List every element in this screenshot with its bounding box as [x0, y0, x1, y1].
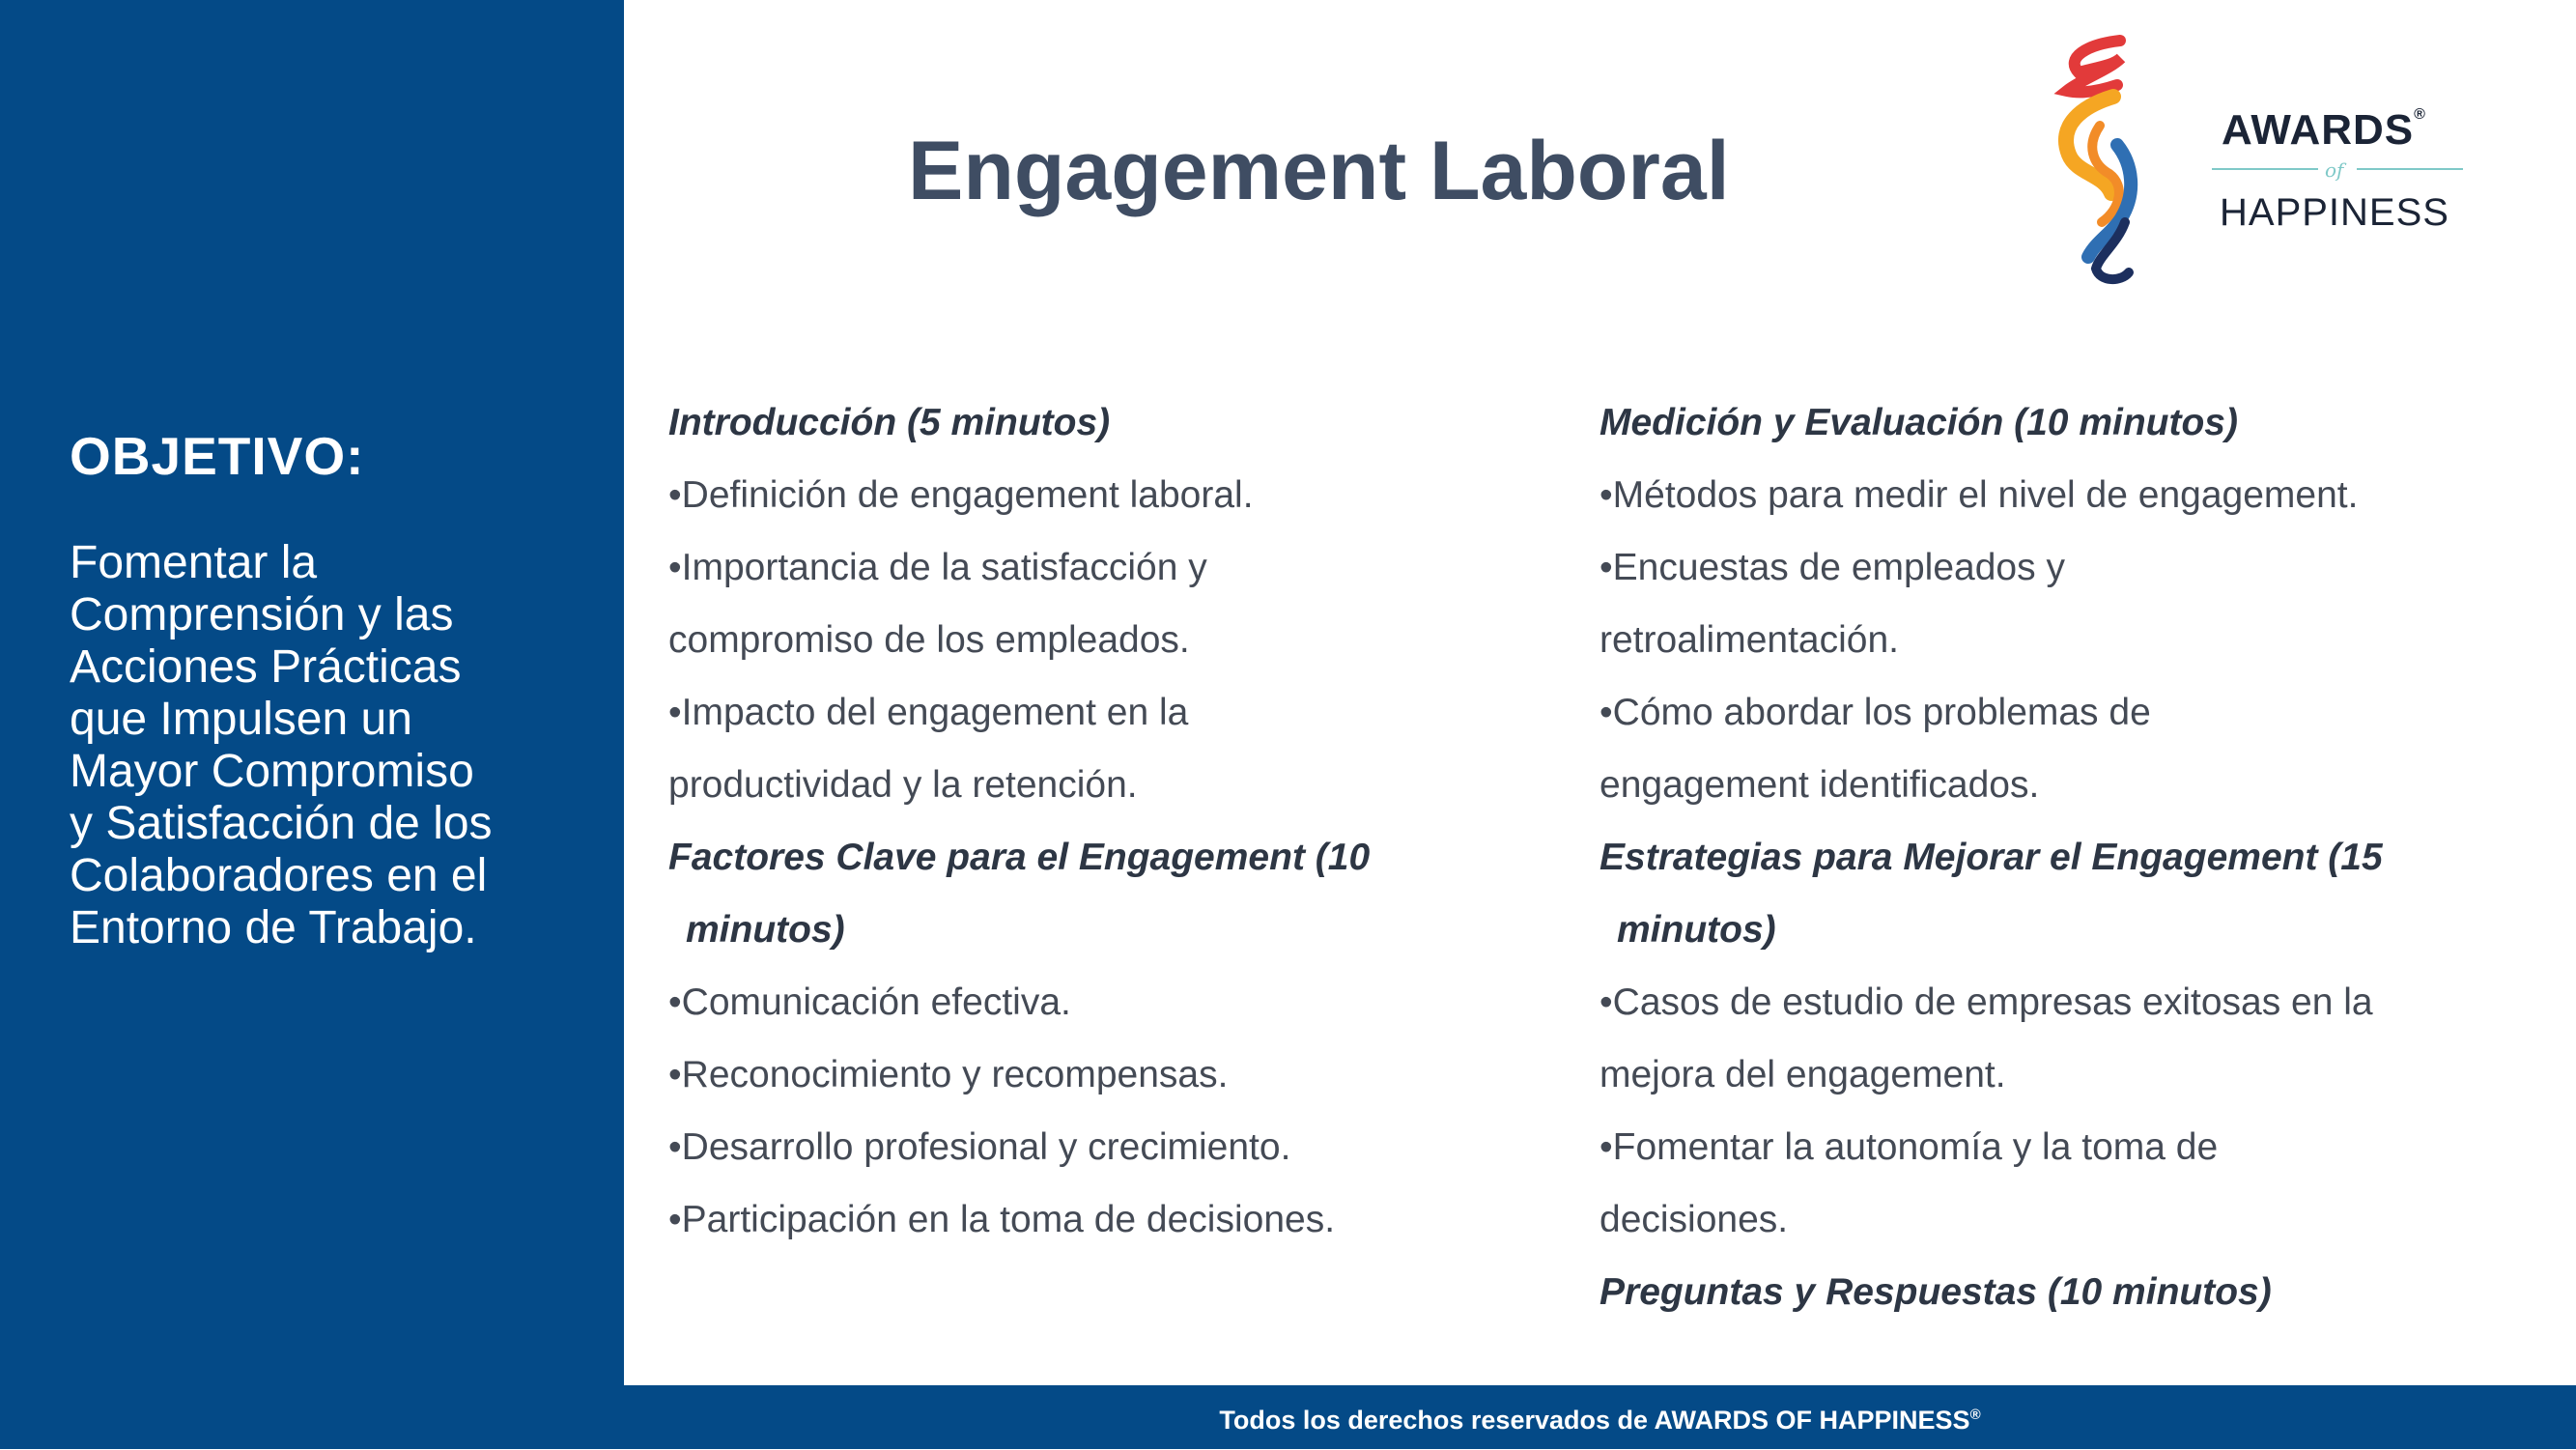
bullet-item: productividad y la retención.: [668, 764, 1138, 806]
objective-heading: OBJETIVO:: [70, 426, 365, 486]
section-heading: minutos): [1617, 909, 1776, 951]
objective-line: Fomentar la: [70, 537, 318, 588]
bullet-item: •Impacto del engagement en la: [668, 692, 1189, 733]
bullet-item: •Desarrollo profesional y crecimiento.: [668, 1126, 1291, 1168]
bullet-item: •Reconocimiento y recompensas.: [668, 1054, 1229, 1095]
agenda-column-right: [1599, 386, 2546, 1328]
page-title: Engagement Laboral: [908, 125, 1730, 217]
awards-of-happiness-logo: [2028, 29, 2482, 290]
objective-line: Mayor Compromiso: [70, 746, 474, 797]
bullet-item: •Importancia de la satisfacción y: [668, 547, 1207, 588]
section-heading: Estrategias para Mejorar el Engagement (15: [1599, 837, 2383, 878]
logo-awards-text: AWARDS®: [2222, 106, 2426, 154]
footer-text: Todos los derechos reservados de AWARDS OF HAPPINESS: [1219, 1406, 1970, 1435]
bullet-item: •Métodos para medir el nivel de engagement.: [1599, 474, 2359, 516]
flame-logo-icon: [2028, 29, 2173, 290]
objective-panel: [0, 0, 624, 1449]
bullet-item: mejora del engagement.: [1599, 1054, 2006, 1095]
bullet-item: •Casos de estudio de empresas exitosas en la: [1599, 981, 2373, 1023]
section-heading: Medición y Evaluación (10 minutos): [1599, 402, 2238, 443]
logo-divider: [2212, 168, 2318, 170]
bullet-item: •Comunicación efectiva.: [668, 981, 1071, 1023]
logo-divider: [2357, 168, 2463, 170]
objective-line: Comprensión y las: [70, 589, 454, 640]
objective-line: Acciones Prácticas: [70, 641, 462, 693]
bullet-item: decisiones.: [1599, 1199, 1789, 1240]
objective-text: [70, 537, 610, 954]
objective-line: que Impulsen un: [70, 694, 412, 745]
footer-registered: ®: [1969, 1407, 1981, 1423]
objective-line: y Satisfacción de los: [70, 798, 493, 849]
footer-copyright: [624, 1385, 2576, 1449]
section-heading: minutos): [686, 909, 845, 951]
section-heading: Factores Clave para el Engagement (10: [668, 837, 1371, 878]
bullet-item: •Fomentar la autonomía y la toma de: [1599, 1126, 2219, 1168]
bullet-item: engagement identificados.: [1599, 764, 2040, 806]
logo-happiness-text: HAPPINESS: [2220, 191, 2449, 234]
section-heading: Introducción (5 minutos): [668, 402, 1111, 443]
bullet-item: •Definición de engagement laboral.: [668, 474, 1254, 516]
section-heading: Preguntas y Respuestas (10 minutos): [1599, 1271, 2272, 1313]
bullet-item: retroalimentación.: [1599, 619, 1899, 661]
objective-line: Entorno de Trabajo.: [70, 902, 477, 953]
objective-line: Colaboradores en el: [70, 850, 488, 901]
bullet-item: •Participación en la toma de decisiones.: [668, 1199, 1336, 1240]
logo-of-text: of: [2325, 158, 2344, 182]
bullet-item: •Encuestas de empleados y: [1599, 547, 2065, 588]
bullet-item: •Cómo abordar los problemas de: [1599, 692, 2151, 733]
bullet-item: compromiso de los empleados.: [668, 619, 1190, 661]
agenda-column-left: [668, 386, 1518, 1256]
